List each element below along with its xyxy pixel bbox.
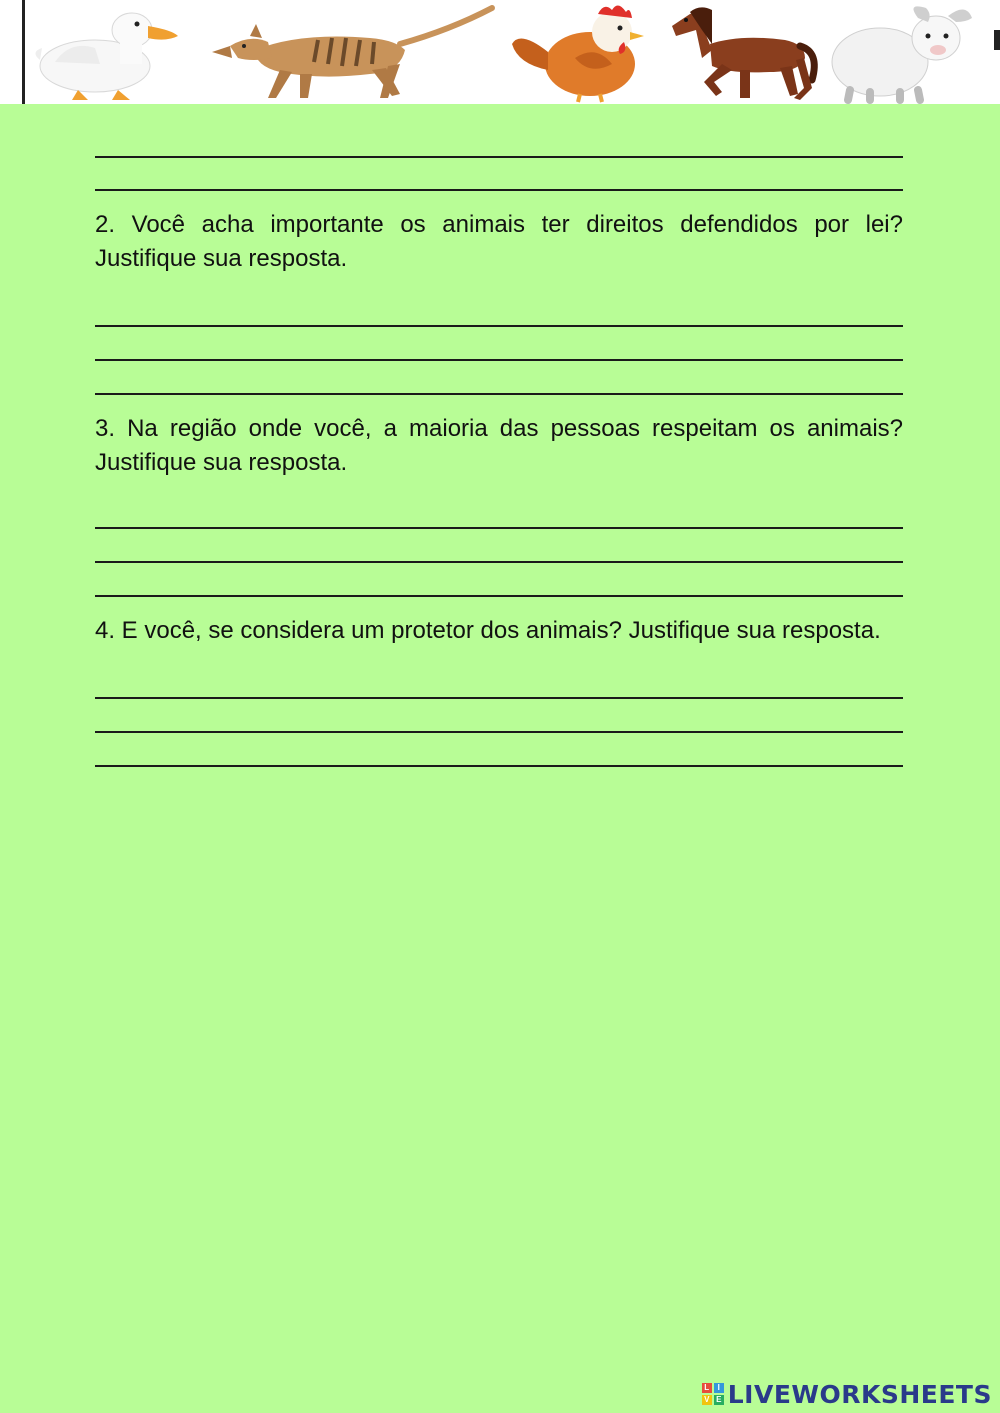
answer-line[interactable]	[95, 561, 903, 563]
animal-banner	[0, 0, 1000, 104]
logo-letter: V	[702, 1395, 712, 1405]
answer-line[interactable]	[95, 325, 903, 327]
hen-illustration	[512, 5, 644, 102]
thylacine-illustration	[212, 8, 492, 98]
answer-line[interactable]	[95, 765, 903, 767]
brand-name: LIVEWORKSHEETS	[727, 1379, 992, 1409]
answer-line[interactable]	[95, 393, 903, 395]
answer-line[interactable]	[95, 595, 903, 597]
answer-line[interactable]	[95, 527, 903, 529]
answer-line[interactable]	[95, 156, 903, 158]
banner-illustration	[0, 0, 1000, 104]
liveworksheets-logo-icon	[702, 1383, 724, 1405]
logo-letter: L	[702, 1383, 712, 1393]
goat-illustration	[832, 6, 1000, 100]
logo-letter: E	[714, 1395, 724, 1405]
duck-illustration	[35, 13, 178, 100]
answer-line[interactable]	[95, 359, 903, 361]
answer-line[interactable]	[95, 189, 903, 191]
question-2: 2. Você acha importante os animais ter direitos defendidos por lei? Justifique sua resposta.	[95, 211, 903, 272]
answer-line[interactable]	[95, 731, 903, 733]
logo-letter: I	[714, 1383, 724, 1393]
liveworksheets-footer	[702, 1379, 992, 1409]
question-4: 4. E você, se considera um protetor dos animais? Justifique sua resposta.	[95, 617, 881, 644]
answer-line[interactable]	[95, 697, 903, 699]
question-3: 3. Na região onde você, a maioria das pessoas respeitam os animais? Justifique sua resposta.	[95, 415, 903, 476]
worksheet-content	[95, 130, 903, 767]
horse-illustration	[672, 7, 814, 100]
